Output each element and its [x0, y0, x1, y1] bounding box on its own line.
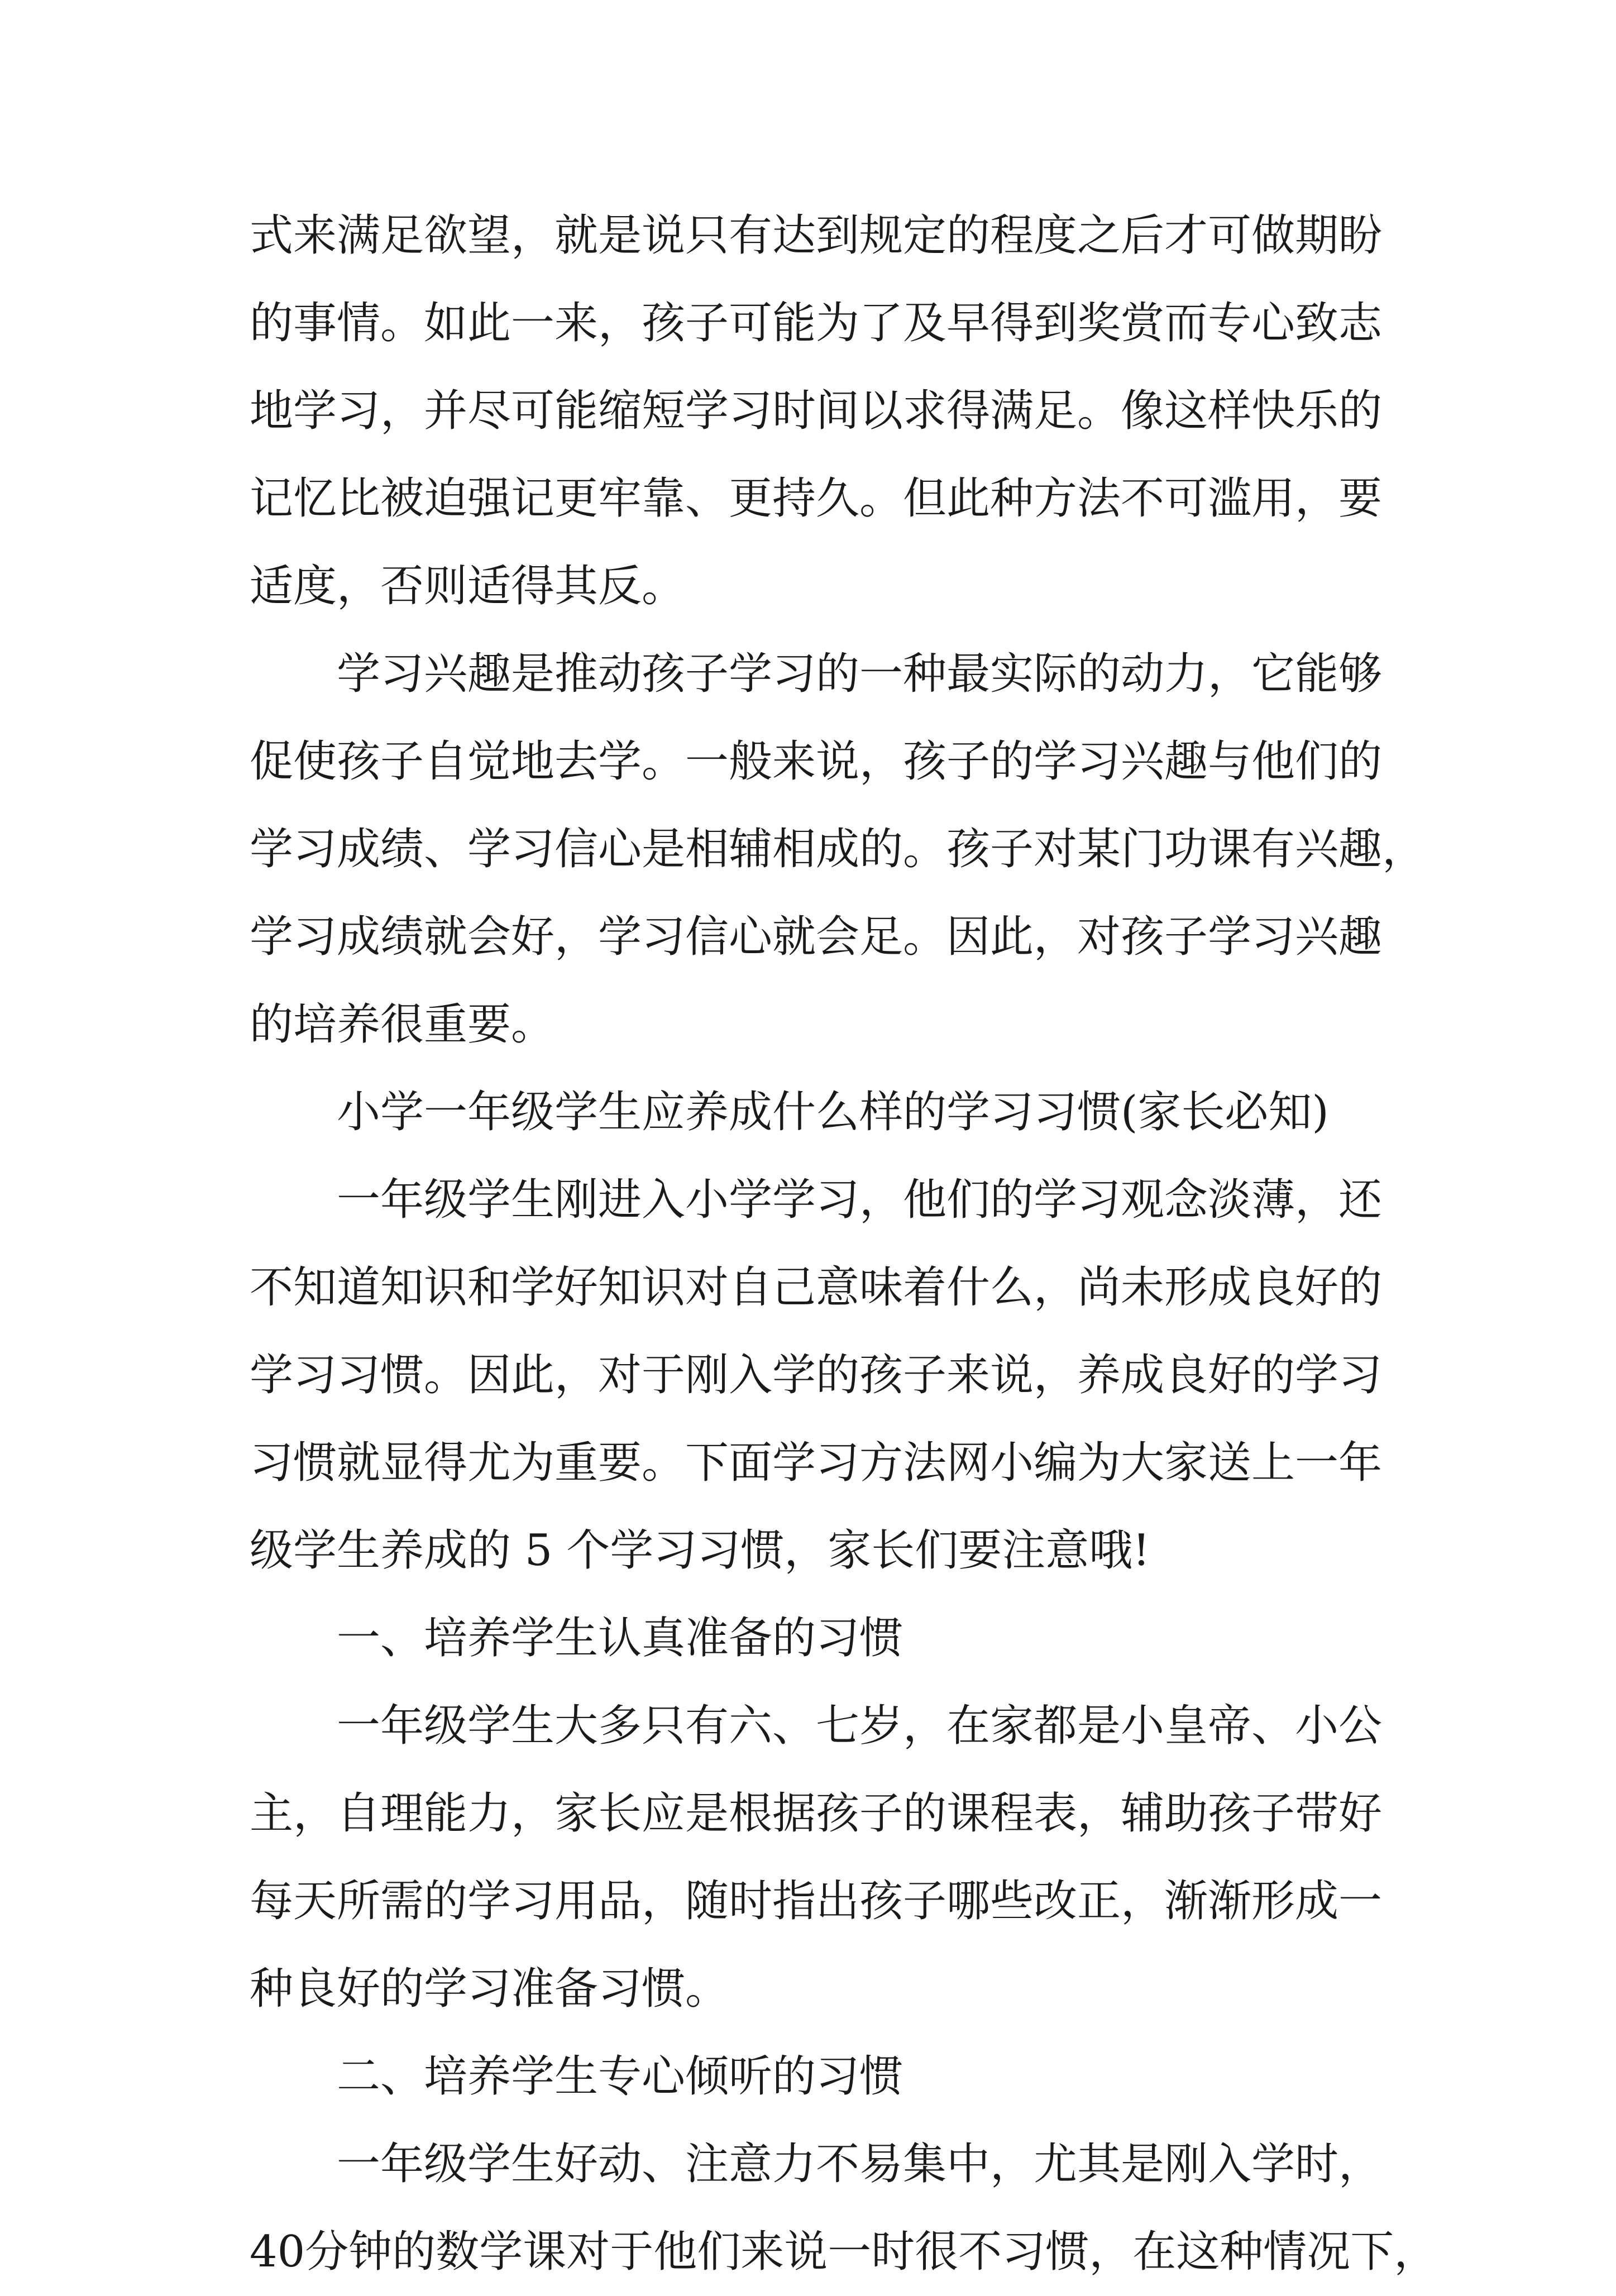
text-line: 记忆比被迫强记更牢靠、更持久。但此种方法不可滥用，要 [250, 473, 1383, 524]
text-line: 学习兴趣是推动孩子学习的一种最实际的动力，它能够 [337, 649, 1383, 699]
text-line: 的培养很重要。 [250, 999, 555, 1050]
text-line: 二、培养学生专心倾听的习惯 [337, 2051, 903, 2102]
text-line: 式来满足欲望，就是说只有达到规定的程度之后才可做期盼 [250, 211, 1383, 261]
text-line: 学习成绩就会好，学习信心就会足。因此，对孩子学习兴趣 [250, 912, 1383, 962]
text-line: 地学习，并尽可能缩短学习时间以求得满足。像这样快乐的 [250, 386, 1383, 436]
text-line: 习惯就显得尤为重要。下面学习方法网小编为大家送上一年 [250, 1438, 1383, 1488]
text-line: 不知道知识和学好知识对自己意味着什么，尚未形成良好的 [250, 1262, 1383, 1313]
text-line: 每天所需的学习用品，随时指出孩子哪些改正，渐渐形成一 [250, 1876, 1383, 1926]
text-line: 40分钟的数学课对于他们来说一时很不习惯，在这种情况下， [250, 2227, 1438, 2277]
text-line: 学习成绩、学习信心是相辅相成的。孩子对某门功课有兴趣， [250, 824, 1426, 874]
text-line: 种良好的学习准备习惯。 [250, 1964, 729, 2014]
text-line: 一年级学生好动、注意力不易集中，尤其是刚入学时， [337, 2139, 1383, 2189]
text-line: 一、培养学生认真准备的习惯 [337, 1613, 903, 1663]
text-line: 级学生养成的 5 个学习习惯，家长们要注意哦! [250, 1525, 1150, 1576]
text-line: 的事情。如此一来，孩子可能为了及早得到奖赏而专心致志 [250, 298, 1383, 348]
text-line: 主，自理能力，家长应是根据孩子的课程表，辅助孩子带好 [250, 1788, 1383, 1839]
body-text [250, 192, 1438, 2296]
text-line: 小学一年级学生应养成什么样的学习习惯(家长必知) [337, 1087, 1329, 1137]
text-line: 一年级学生刚进入小学学习，他们的学习观念淡薄，还 [337, 1175, 1383, 1225]
text-line: 促使孩子自觉地去学。一般来说，孩子的学习兴趣与他们的 [250, 736, 1383, 787]
text-line: 适度，否则适得其反。 [250, 561, 686, 611]
text-line: 一年级学生大多只有六、七岁，在家都是小皇帝、小公 [337, 1701, 1383, 1751]
text-line: 学习习惯。因此，对于刚入学的孩子来说，养成良好的学习 [250, 1350, 1383, 1400]
